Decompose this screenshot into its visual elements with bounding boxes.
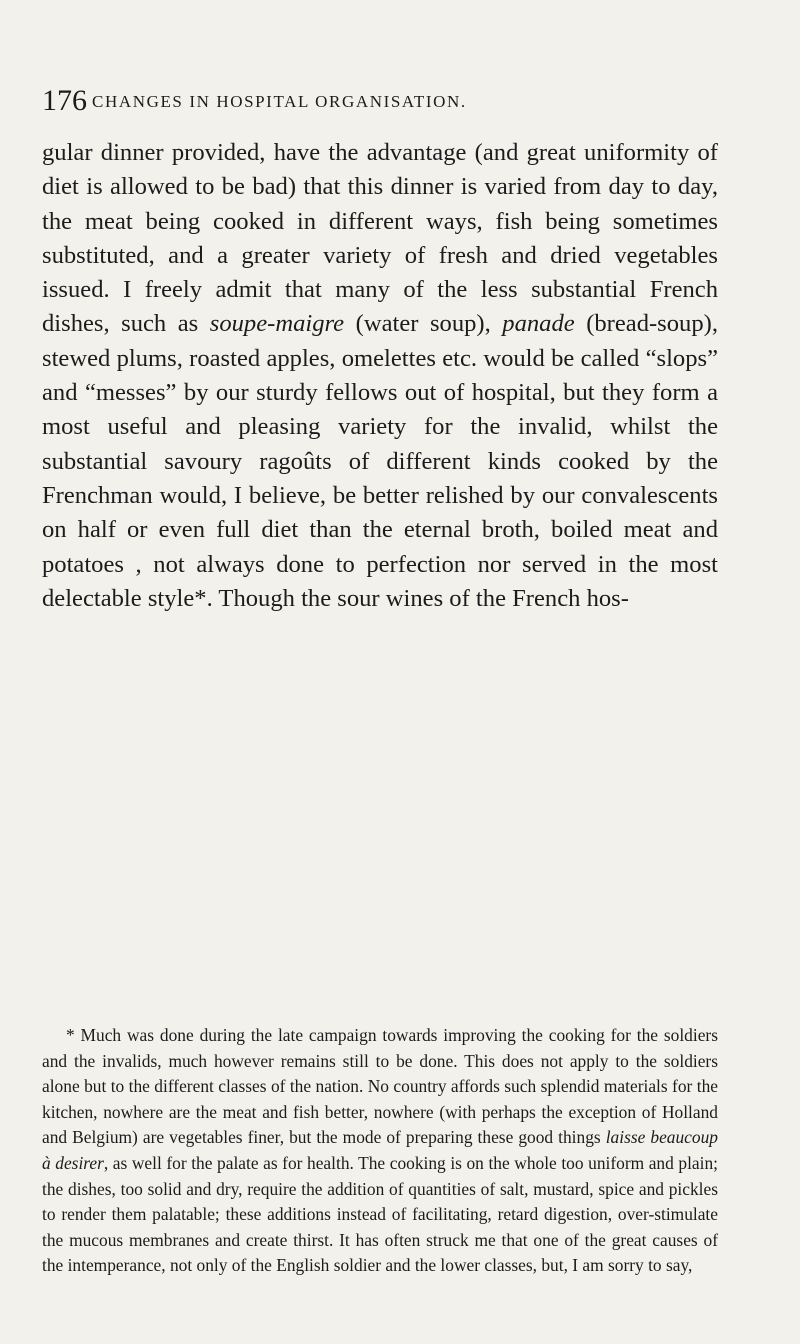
footnote-italic-phrase: laisse beaucoup à desirer [42,1127,718,1173]
body-italic-term: panade [502,310,575,338]
footnote [42,1023,718,1279]
body-italic-term: soupe-maigre [209,310,345,338]
body-text-segment: (water soup), [344,310,503,338]
footnote-paragraph [42,1023,718,1279]
running-title: CHANGES IN HOSPITAL ORGANISATION. [92,92,467,111]
page-number: 176 [42,84,87,117]
body-paragraph [42,136,718,616]
body-text-segment: gular dinner provided, have the advantage (and great uniformity of diet is allowed to be bad) that this dinner is varied from day to day, the meat being cooked in different ways, fish being sometimes substituted, and a greater variety of fresh and dried vegetables issued. I freely admit that many of the less substantial French dishes, such as [42,139,718,338]
body-text-segment: (bread-soup), stewed plums, roasted apples, omelettes etc. would be called “slops” and “messes” by our sturdy fellows out of hospital, but they form a most useful and pleasing variety for the invalid, whilst the substantial savoury ragoûts of different kinds cooked by the Frenchman would, I believe, be better relished by our convalescents on half or even full diet than the eternal broth, boiled meat and potatoes , not always done to perfection nor served in the most delectable style*. Though the sour wines of the French hos- [42,310,718,612]
running-header [42,86,720,116]
footnote-text-segment: , as well for the palate as for health. The cooking is on the whole too uniform and plain; the dishes, too solid and dry, require the addition of quantities of salt, mustard, spice and pickles to render them palatable; these additions instead of facilitating, retard digestion, over-stimulate the mucous membranes and create thirst. It has often struck me that one of the great causes of the intemperance, not only of the English soldier and the lower classes, but, I am sorry to say, [42,1152,718,1276]
main-text [42,136,718,616]
footnote-text-segment: * Much was done during the late campaign towards improving the cooking for the soldiers and the invalids, much however remains still to be done. This does not apply to the soldiers alone but to the different classes of the nation. No country affords such splendid materials for the kitchen, nowhere are the meat and fish better, nowhere (with perhaps the exception of Holland and Belgium) are vegetables finer, but the mode of preparing these good things [42,1025,718,1148]
